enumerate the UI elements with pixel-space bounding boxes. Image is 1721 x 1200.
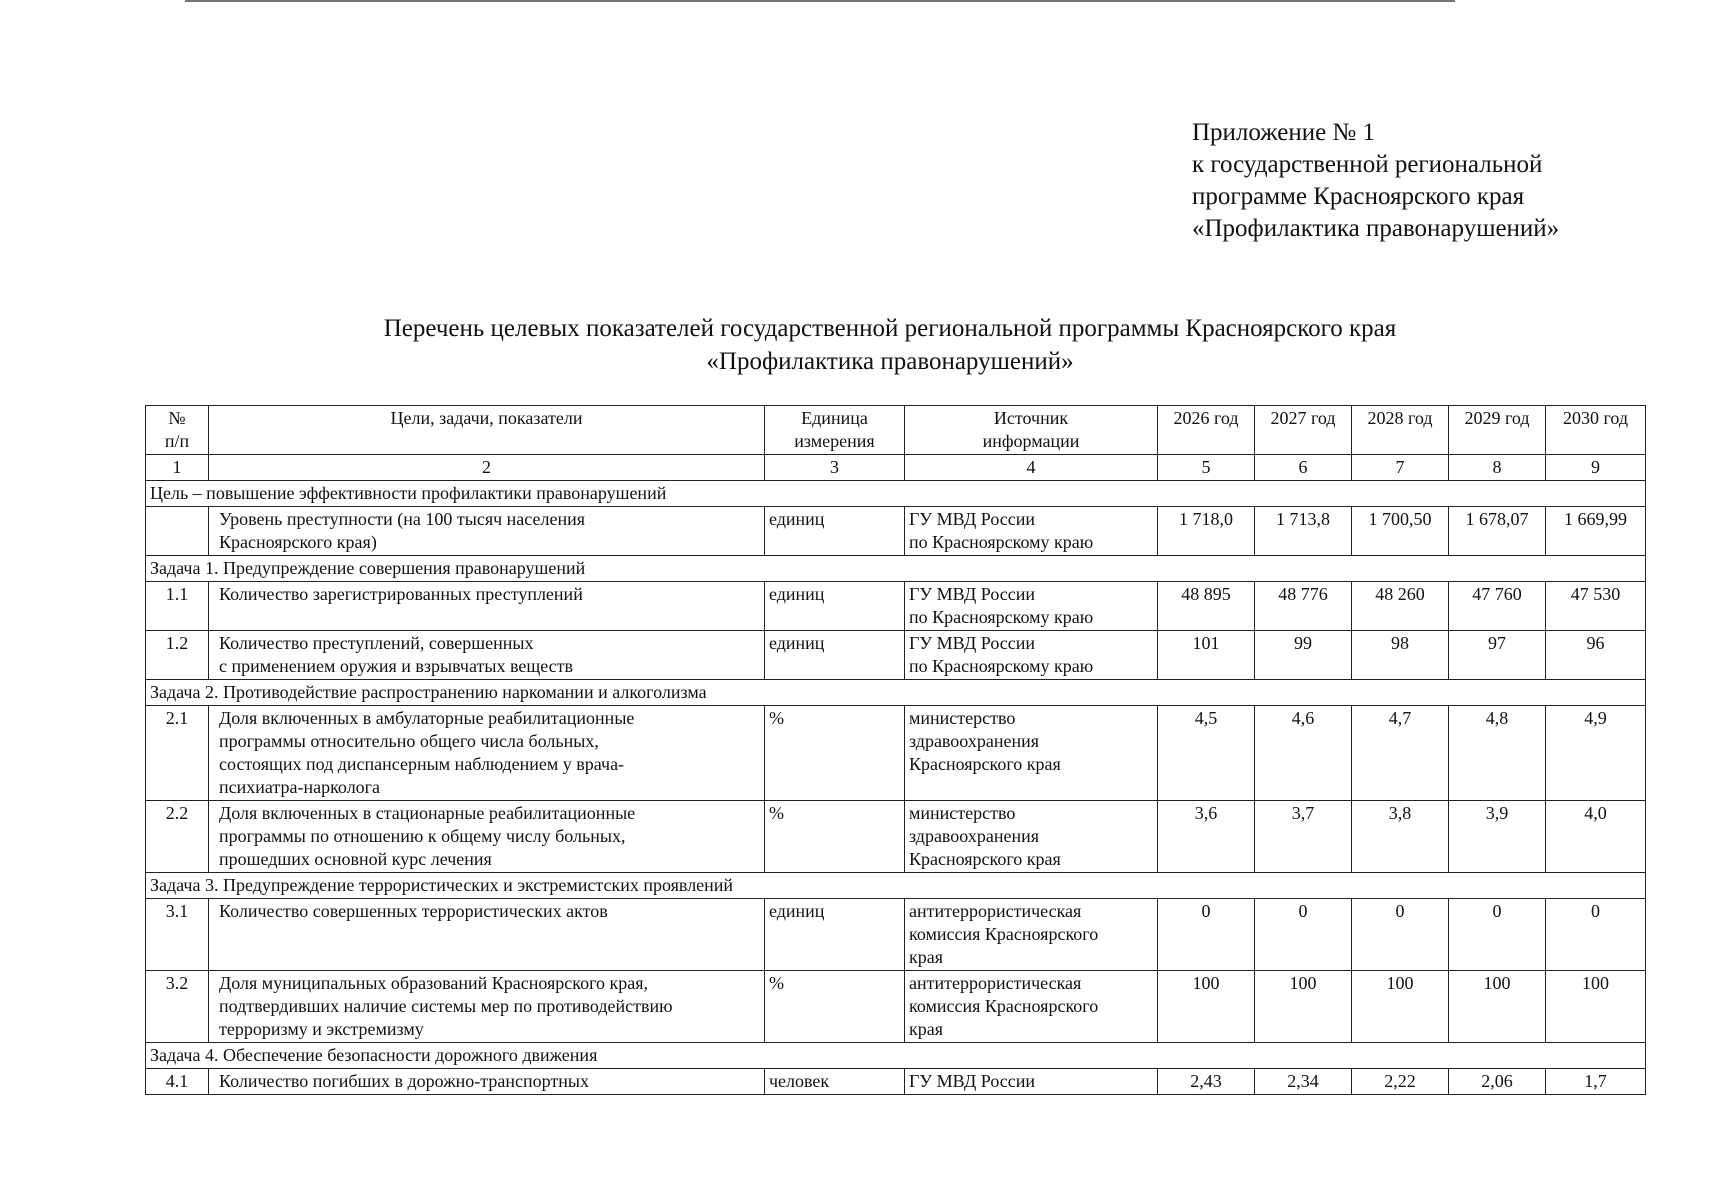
column-number: 5 (1158, 455, 1255, 481)
indicator-name: Количество погибших в дорожно-транспортных (209, 1069, 765, 1095)
value-2028: 98 (1352, 631, 1449, 680)
row-num: 3.1 (146, 899, 209, 971)
column-number: 2 (209, 455, 765, 481)
unit-cell: единиц (765, 631, 905, 680)
header-year-2030: 2030 год (1546, 406, 1646, 455)
value-2027: 0 (1255, 899, 1352, 971)
value-2030: 96 (1546, 631, 1646, 680)
source-cell: ГУ МВД России (905, 1069, 1158, 1095)
annex-line: «Профилактика правонарушений» (1192, 215, 1560, 242)
value-2026: 48 895 (1158, 582, 1255, 631)
goal-title: Цель – повышение эффективности профилактики правонарушений (146, 481, 1646, 507)
unit-cell: единиц (765, 507, 905, 556)
task-title: Задача 3. Предупреждение террористических и экстремистских проявлений (146, 873, 1646, 899)
value-2028: 3,8 (1352, 801, 1449, 873)
header-year-2028: 2028 год (1352, 406, 1449, 455)
annex-line: к государственной региональной (1192, 151, 1543, 178)
row-num: 4.1 (146, 1069, 209, 1095)
row-num: 2.1 (146, 706, 209, 801)
value-2029: 97 (1449, 631, 1546, 680)
value-2026: 2,43 (1158, 1069, 1255, 1095)
value-2029: 1 678,07 (1449, 507, 1546, 556)
source-cell: министерство здравоохранения Красноярского края (905, 706, 1158, 801)
value-2030: 47 530 (1546, 582, 1646, 631)
column-number: 7 (1352, 455, 1449, 481)
table-row (146, 706, 1646, 801)
value-2029: 2,06 (1449, 1069, 1546, 1095)
source-cell: ГУ МВД России по Красноярскому краю (905, 631, 1158, 680)
row-num: 2.2 (146, 801, 209, 873)
value-2028: 48 260 (1352, 582, 1449, 631)
indicator-name: Количество зарегистрированных преступлений (209, 582, 765, 631)
value-2029: 0 (1449, 899, 1546, 971)
source-cell: ГУ МВД России по Красноярскому краю (905, 507, 1158, 556)
value-2028: 100 (1352, 971, 1449, 1043)
value-2030: 100 (1546, 971, 1646, 1043)
value-2026: 1 718,0 (1158, 507, 1255, 556)
value-2029: 47 760 (1449, 582, 1546, 631)
value-2026: 3,6 (1158, 801, 1255, 873)
title-line: «Профилактика правонарушений» (706, 348, 1074, 375)
unit-cell: единиц (765, 582, 905, 631)
source-cell: ГУ МВД России по Красноярскому краю (905, 582, 1158, 631)
table-row (146, 631, 1646, 680)
indicator-name: Доля муниципальных образований Красноярского края, подтвердивших наличие системы мер по противодействию терроризму и экстремизму (209, 971, 765, 1043)
task-title: Задача 2. Противодействие распространению наркомании и алкоголизма (146, 680, 1646, 706)
task-section-row (146, 680, 1646, 706)
task-section-row (146, 556, 1646, 582)
header-year-2027: 2027 год (1255, 406, 1352, 455)
value-2027: 48 776 (1255, 582, 1352, 631)
value-2026: 0 (1158, 899, 1255, 971)
value-2027: 4,6 (1255, 706, 1352, 801)
title-line: Перечень целевых показателей государственной региональной программы Красноярского края (383, 315, 1397, 342)
header-unit: Единица измерения (765, 406, 905, 455)
value-2028: 1 700,50 (1352, 507, 1449, 556)
table-row (146, 582, 1646, 631)
header-num: № п/п (146, 406, 209, 455)
unit-cell: % (765, 706, 905, 801)
task-title: Задача 4. Обеспечение безопасности дорожного движения (146, 1043, 1646, 1069)
column-number: 3 (765, 455, 905, 481)
value-2027: 99 (1255, 631, 1352, 680)
task-section-row (146, 1043, 1646, 1069)
table-row (146, 507, 1646, 556)
value-2030: 1,7 (1546, 1069, 1646, 1095)
row-num: 1.2 (146, 631, 209, 680)
unit-cell: % (765, 971, 905, 1043)
source-cell: министерство здравоохранения Красноярского края (905, 801, 1158, 873)
indicator-name: Количество преступлений, совершенных с применением оружия и взрывчатых веществ (209, 631, 765, 680)
value-2029: 4,8 (1449, 706, 1546, 801)
row-num: 1.1 (146, 582, 209, 631)
header-source: Источник информации (905, 406, 1158, 455)
value-2028: 4,7 (1352, 706, 1449, 801)
source-cell: антитеррористическая комиссия Красноярского края (905, 971, 1158, 1043)
value-2027: 3,7 (1255, 801, 1352, 873)
indicator-name: Доля включенных в стационарные реабилитационные программы по отношению к общему числу больных, прошедших основной курс лечения (209, 801, 765, 873)
row-num: 3.2 (146, 971, 209, 1043)
column-number: 9 (1546, 455, 1646, 481)
top-border-line (185, 0, 1455, 2)
annex-line: Приложение № 1 (1192, 119, 1376, 146)
source-cell: антитеррористическая комиссия Красноярского края (905, 899, 1158, 971)
value-2029: 3,9 (1449, 801, 1546, 873)
table-row (146, 971, 1646, 1043)
unit-cell: % (765, 801, 905, 873)
value-2030: 0 (1546, 899, 1646, 971)
value-2030: 1 669,99 (1546, 507, 1646, 556)
value-2027: 2,34 (1255, 1069, 1352, 1095)
header-row (146, 406, 1646, 455)
task-title: Задача 1. Предупреждение совершения правонарушений (146, 556, 1646, 582)
indicator-name: Количество совершенных террористических актов (209, 899, 765, 971)
value-2028: 0 (1352, 899, 1449, 971)
annex-line: программе Красноярского края (1192, 183, 1525, 210)
task-section-row (146, 873, 1646, 899)
unit-cell: человек (765, 1069, 905, 1095)
unit-cell: единиц (765, 899, 905, 971)
row-num (146, 507, 209, 556)
goal-section-row (146, 481, 1646, 507)
indicator-name: Уровень преступности (на 100 тысяч населения Красноярского края) (209, 507, 765, 556)
column-number: 4 (905, 455, 1158, 481)
value-2029: 100 (1449, 971, 1546, 1043)
column-number: 1 (146, 455, 209, 481)
table-row (146, 899, 1646, 971)
indicators-table (145, 405, 1646, 1095)
value-2027: 1 713,8 (1255, 507, 1352, 556)
value-2030: 4,9 (1546, 706, 1646, 801)
value-2026: 4,5 (1158, 706, 1255, 801)
table-row (146, 801, 1646, 873)
column-number-row (146, 455, 1646, 481)
annex-heading (1192, 117, 1559, 245)
value-2026: 101 (1158, 631, 1255, 680)
value-2026: 100 (1158, 971, 1255, 1043)
header-name: Цели, задачи, показатели (209, 406, 765, 455)
document-title (0, 312, 1721, 378)
value-2028: 2,22 (1352, 1069, 1449, 1095)
value-2030: 4,0 (1546, 801, 1646, 873)
column-number: 6 (1255, 455, 1352, 481)
header-year-2029: 2029 год (1449, 406, 1546, 455)
header-year-2026: 2026 год (1158, 406, 1255, 455)
column-number: 8 (1449, 455, 1546, 481)
value-2027: 100 (1255, 971, 1352, 1043)
indicator-name: Доля включенных в амбулаторные реабилитационные программы относительно общего числа больных, состоящих под диспансерным наблюдением у врача- психиатра-нарколога (209, 706, 765, 801)
table-row (146, 1069, 1646, 1095)
